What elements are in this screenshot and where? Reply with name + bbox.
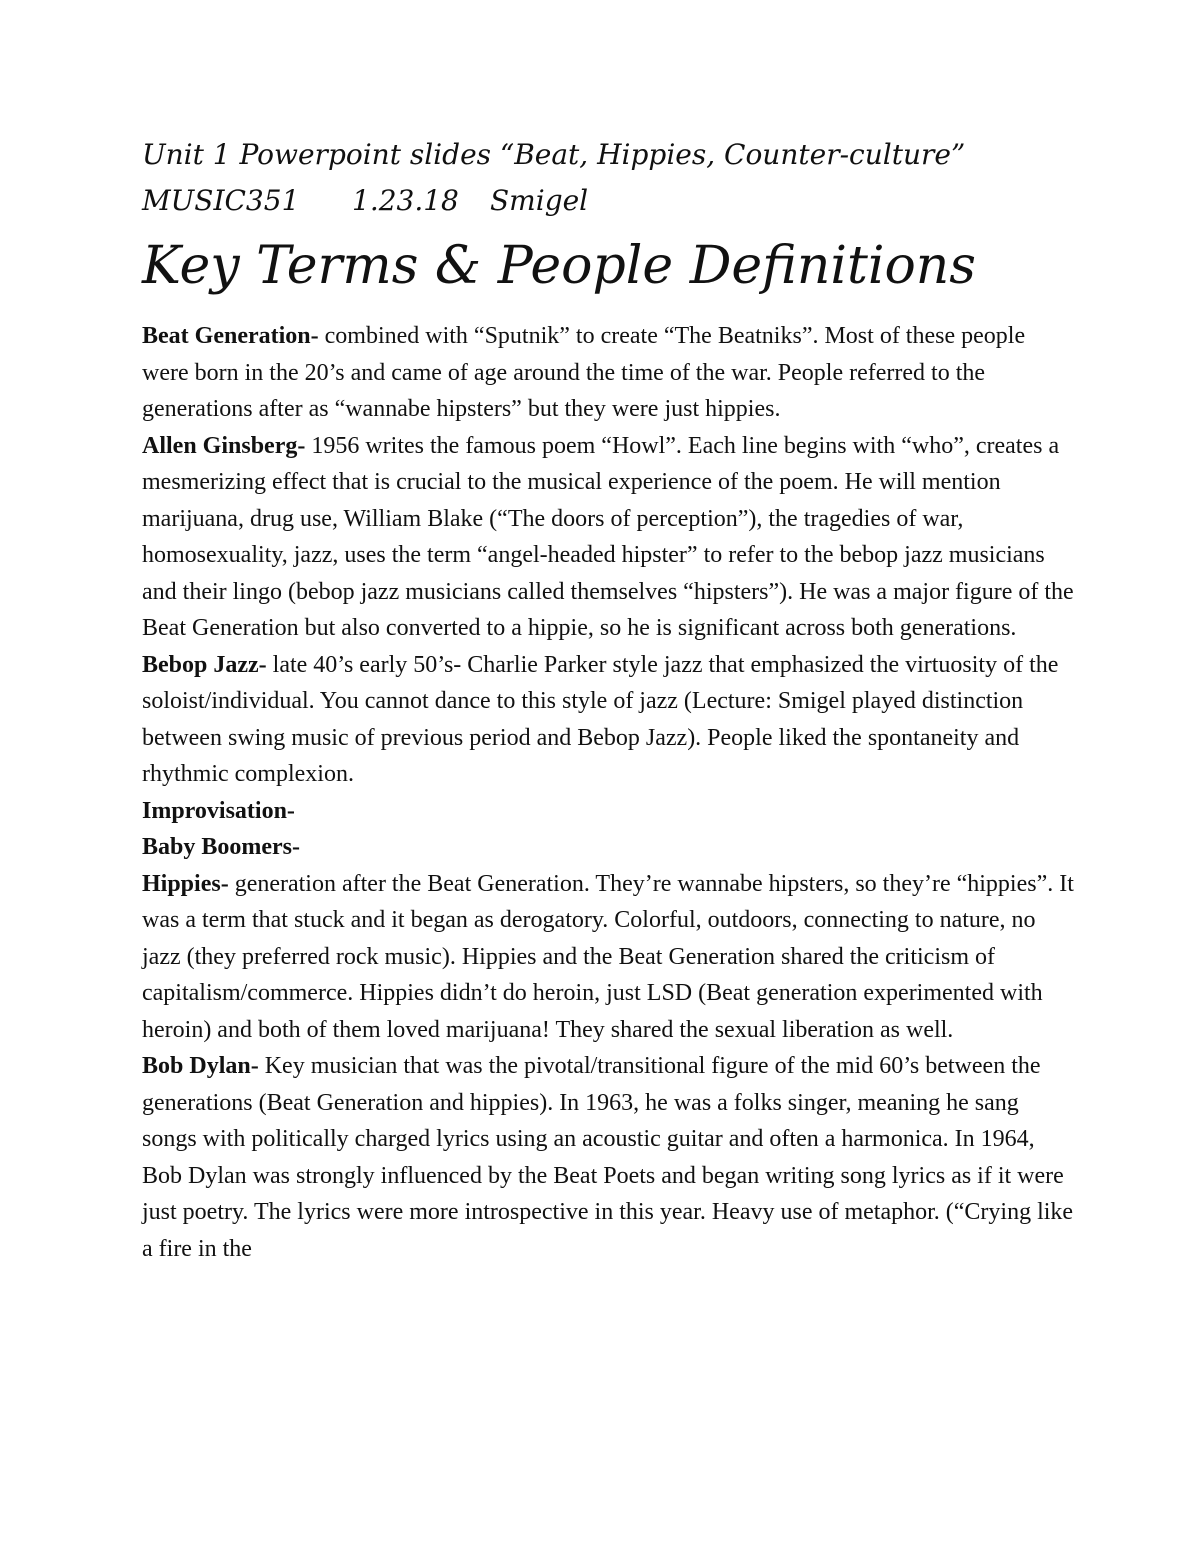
definition-entry [142,793,1077,830]
definition-term: Baby Boomers- [142,834,300,860]
course-meta [142,178,1082,224]
page-title: Key Terms & People Definitions [142,236,976,296]
definition-text: late 40’s early 50’s- Charlie Parker style jazz that emphasized the virtuosity of the soloist/individual. You cannot dance to this style of jazz (Lecture: Smigel played distinction between swing music of previous period and Bebop Jazz). People liked the spontaneity and rhythmic complexion. [142,651,1059,787]
definition-term: Hippies- [142,870,229,897]
definition-term: Improvisation- [142,797,295,824]
definition-entry [142,428,1077,647]
definition-term: Bebop Jazz- [142,651,267,678]
definition-text: Key musician that was the pivotal/transitional figure of the mid 60’s between the generations (Beat Generation and hippies). In 1963, he was a folks singer, meaning he sang songs with politically charged lyrics using an acoustic guitar and often a harmonica. In 1964, Bob Dylan was strongly influenced by the Beat Poets and began writing song lyrics as if it were just poetry. The lyrics were more introspective in this year. Heavy use of metaphor. (“Crying like a fire in the [142,1053,1074,1262]
definition-entry [142,866,1077,1049]
definition-entry [142,829,1077,866]
definition-term: Allen Ginsberg- [142,432,306,459]
definition-text: 1956 writes the famous poem “Howl”. Each line begins with “who”, creates a mesmerizing effect that is crucial to the musical experience of the poem. He will mention marijuana, drug use, William Blake (“The doors of perception”), the tragedies of war, homosexuality, jazz, uses the term “angel-headed hipster” to refer to the bebop jazz musicians and their lingo (bebop jazz musicians called themselves “hipsters”). He was a major figure of the Beat Generation but also converted to a hippie, so he is significant across both generations. [142,432,1074,641]
course-code: MUSIC351 [142,184,300,217]
definition-term: Beat Generation- [142,323,319,349]
instructor-name: Smigel [490,184,589,217]
definitions-list [142,318,1077,1267]
lecture-date: 1.23.18 [352,184,459,217]
document-header [142,132,1082,306]
definition-text: combined with “Sputnik” to create “The Beatniks”. Most of these people were born in the 20’s and came of age around the time of the war. People referred to the generations after as “wannabe hipsters” but they were just hippies. [142,323,1026,422]
definition-term: Bob Dylan- [142,1053,259,1079]
definition-entry [142,647,1077,793]
definition-text: generation after the Beat Generation. They’re wannabe hipsters, so they’re “hippies”. It was a term that stuck and it began as derogatory. Colorful, outdoors, connecting to nature, no jazz (they preferred rock music). Hippies and the Beat Generation shared the criticism of capitalism/commerce. Hippies didn’t do heroin, just LSD (Beat generation experimented with heroin) and both of them loved marijuana! They shared the sexual liberation as well. [142,870,1074,1043]
definition-entry [142,1048,1077,1267]
definition-entry [142,318,1077,428]
unit-heading: Unit 1 Powerpoint slides “Beat, Hippies, Counter-culture” [142,138,966,171]
